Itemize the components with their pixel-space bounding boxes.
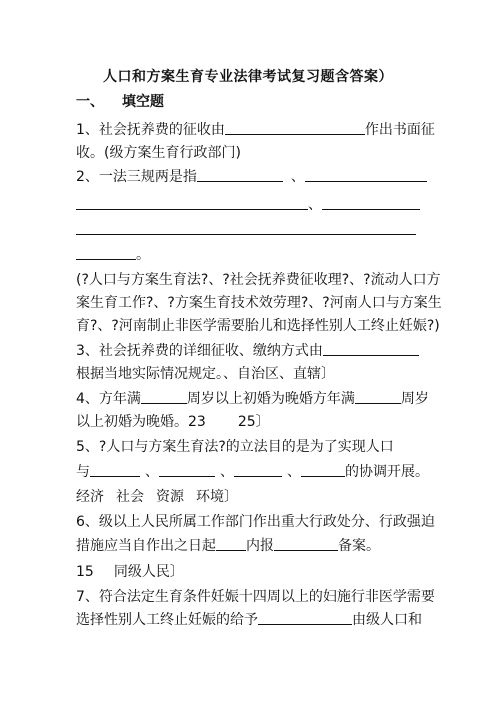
question-2-line-2 (76, 195, 422, 215)
q4-blank-2 (355, 389, 401, 404)
q2-blank-1 (197, 167, 283, 182)
q5-sep-3: 、 (287, 464, 301, 480)
q3-text: 3、社会抚养费的详细征收、缴纳方式由 (76, 343, 323, 359)
q4-answer-1: 以上初婚为晚婚。23 (76, 414, 206, 430)
q6-answer-1: 15 (76, 564, 94, 580)
q5-text: 与 (76, 464, 90, 480)
section-label: 填空题 (122, 94, 164, 110)
q2-end: 。 (136, 247, 150, 263)
question-5-line-1: 5、?人口与方案生育法?的立法目的是为了实现人口 (76, 439, 394, 455)
section-heading (76, 92, 422, 112)
question-2-line-1 (76, 167, 422, 187)
q2-blank-6 (76, 245, 136, 260)
question-6-line-1: 6、级以上人民所属工作部门作出重大行政处分、行政强迫 (76, 514, 435, 530)
q4-text-3: 周岁 (400, 391, 429, 407)
q7-text-2: 由级人口和 (352, 612, 422, 628)
q6-text-2: 内报 (246, 538, 274, 554)
q5-answer-2: 社会 (116, 489, 144, 505)
q2-blank-5 (76, 220, 416, 235)
question-5-line-2 (76, 462, 429, 482)
q6-text-3: 备案。 (338, 538, 380, 554)
question-4-line-1 (76, 389, 429, 409)
question-6-answer (76, 562, 422, 582)
q2-blank-3 (76, 195, 308, 210)
q5-blank-1 (90, 462, 140, 477)
document-title: 人口和方案生育专业法律考试复习题含答案） (103, 69, 393, 85)
q3-blank (323, 341, 419, 356)
q2-answer-line-3: 育?、?河南制止非医学需要胎儿和选择性别人工终止妊娠?) (76, 318, 440, 334)
question-2-line-4 (76, 245, 422, 265)
q1-blank (225, 120, 365, 135)
q4-text: 4、方年满 (76, 391, 141, 407)
q5-sep-1: 、 (145, 464, 159, 480)
question-1-line-1 (76, 120, 435, 140)
question-7-line-1: 7、符合法定生育条件妊娠十四周以上的妇施行非医学需要 (76, 589, 435, 605)
q2-text: 2、一法三规两是指 (76, 169, 197, 185)
question-7-line-2 (76, 610, 422, 630)
question-6-line-2 (76, 536, 422, 556)
q7-text: 选择性别人工终止妊娠的给予 (76, 612, 258, 628)
question-3-line-2: 根据当地实际情况规定。、自治区、直辖〕 (76, 366, 335, 382)
q5-blank-2 (159, 462, 215, 477)
q5-text-2: 的协调开展。 (345, 464, 429, 480)
q1-text-2: 作出书面征 (364, 122, 435, 138)
section-number: 一、 (76, 94, 104, 110)
q7-blank (258, 610, 352, 625)
q5-sep-2: 、 (220, 464, 234, 480)
q2-blank-2 (305, 167, 427, 182)
q4-blank-1 (141, 389, 187, 404)
q2-sep-1: 、 (290, 169, 305, 185)
q1-text: 1、社会抚养费的征收由 (76, 122, 225, 138)
q5-blank-4 (301, 462, 345, 477)
q5-answer-1: 经济 (76, 489, 104, 505)
question-2-line-3 (76, 220, 422, 240)
q5-answer-3: 资源 (156, 489, 184, 505)
q2-blank-4 (322, 195, 420, 210)
question-5-answer (76, 487, 422, 507)
q4-answer-2: 25〕 (237, 414, 270, 430)
q2-answer-line-1: (?人口与方案生育法?、?社会抚养费征收理?、?流动人口方 (76, 272, 441, 288)
q4-text-2: 周岁以上初婚为晚婚方年满 (186, 391, 355, 407)
q2-answer-line-2: 案生育工作?、?方案生育技术效劳理?、?河南人口与方案生 (76, 295, 442, 311)
q2-sep-2: 、 (308, 197, 322, 213)
question-4-line-2 (76, 412, 422, 432)
q6-answer-2: 同级人民〕 (113, 564, 184, 580)
q5-blank-3 (234, 462, 282, 477)
q5-answer-4: 环境〕 (196, 489, 238, 505)
question-3-line-1 (76, 341, 422, 361)
q6-blank-2 (274, 536, 338, 551)
q6-text: 措施应当自作出之日起 (76, 538, 216, 554)
question-1-line-2: 收。(级方案生育行政部门) (76, 145, 241, 161)
q6-blank-1 (216, 536, 246, 551)
